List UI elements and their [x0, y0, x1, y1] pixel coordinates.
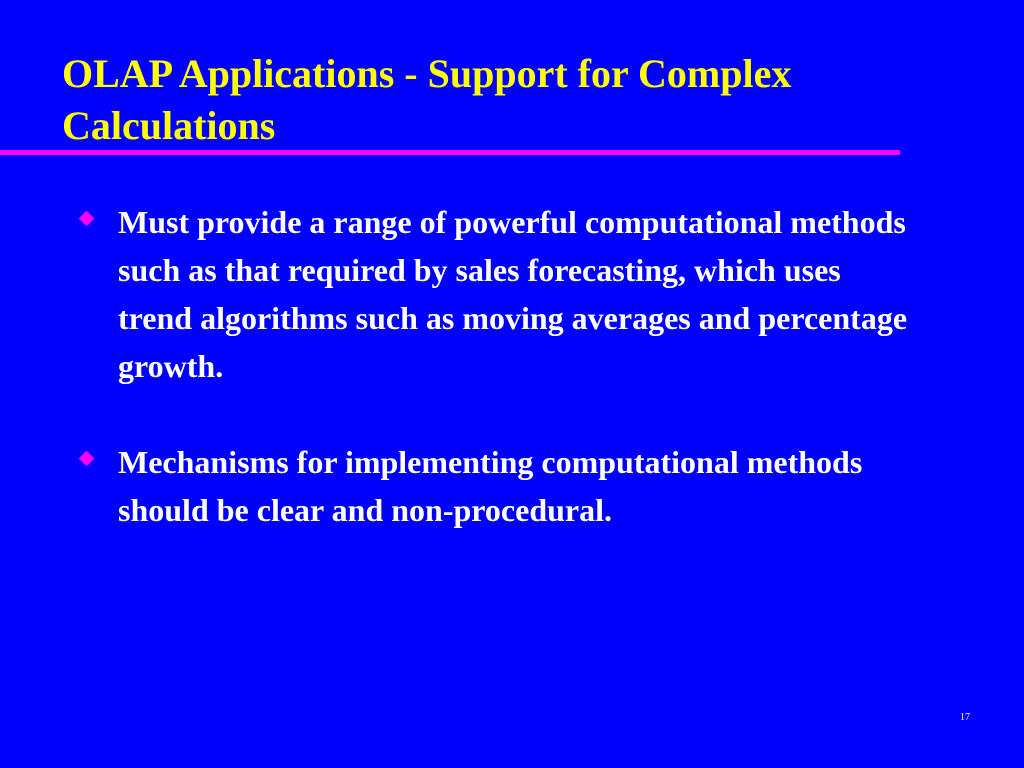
bullet-text: Must provide a range of powerful computational methods such as that required by sales forecasting, which uses trend algorithms such as moving averages and percentage growth.	[118, 204, 908, 384]
bullet-item	[118, 198, 908, 390]
bullet-item	[118, 438, 908, 534]
bullet-text: Mechanisms for implementing computational methods should be clear and non-procedural.	[118, 444, 863, 528]
page-number: 17	[960, 712, 970, 723]
diamond-bullet-icon	[79, 211, 95, 227]
slide-title: OLAP Applications - Support for Complex Calculations	[62, 51, 792, 148]
diamond-bullet-icon	[79, 451, 95, 467]
title-divider	[0, 150, 900, 155]
bullet-list	[0, 198, 1024, 582]
